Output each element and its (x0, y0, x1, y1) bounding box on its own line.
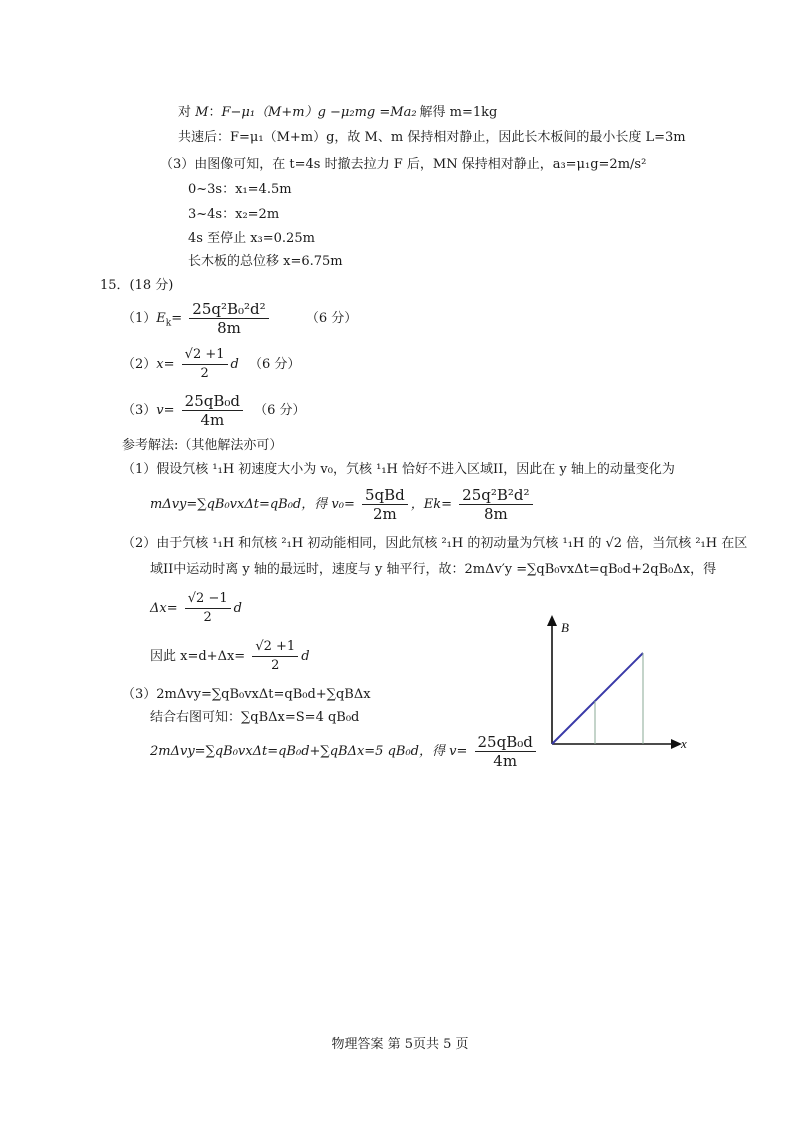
b-x-line (552, 653, 643, 744)
q15-header: 15．(18 分) (100, 278, 174, 293)
seg1-line: 0~3s：x₁=4.5m (188, 182, 292, 197)
seg3-line: 4s 至停止 x₃=0.25m (188, 231, 315, 246)
solution-2-dx: Δx= $\frac{√2 -1}{2}$ d (150, 591, 242, 625)
page-footer: 物理答案 第 5页共 5 页 (331, 1037, 469, 1052)
seg2-line: 3~4s：x₂=2m (188, 207, 280, 222)
part3-line: （3）由图像可知，在 t=4s 时撤去拉力 F 后，MN 保持相对静止，a₃=μ₁g=2m/s² (160, 157, 647, 172)
m-equation: 对 M：F−μ₁（M+m）g −μ₂mg =Ma₂ 解得 m=1kg (178, 105, 498, 120)
solution-3-line2: 结合右图可知：∑qBΔx=S=4 qB₀d (150, 710, 360, 725)
b-x-graph (535, 612, 705, 757)
answer-3: （3）v= $\frac{\text{25qB₀d}}{4m}$ （6 分） (122, 392, 306, 429)
y-axis-label: B (561, 620, 569, 635)
x-axis-label: x (681, 736, 687, 751)
solution-2-final: 因此 x=d+Δx= $\frac{√2 +1}{2}$ d (150, 639, 310, 673)
solution-2-line1: （2）由于氕核 ¹₁H 和氘核 ²₁H 初动能相同，因此氘核 ²₁H 的初动量为氕核 ¹₁H 的 √2 倍，当氘核 ²₁H 在区 (122, 536, 748, 551)
reference-title: 参考解法:（其他解法亦可） (122, 438, 283, 453)
solution-3-line3: 2mΔvy=∑qB₀vxΔt=qB₀d+∑qBΔx=5 qB₀d，得 v= $\frac{\text{25qB₀d}}{4m}$ (150, 733, 539, 770)
answer-2: （2）x= $\frac{√2 +1}{2}$ d （6 分） (122, 347, 301, 381)
answer-1: $(1)E_k=$ $\frac{\text{25q²B₀²d²}}{8m}$ （6 分） (122, 300, 358, 337)
solution-1-eq: mΔvy=∑qB₀vxΔt=qB₀d，得 v₀= $\frac{\text{5qBd}}{2m}$ ，Ek= $\frac{\text{25q²B²d²}}{8m}$ (150, 486, 536, 523)
total-line: 长木板的总位移 x=6.75m (188, 254, 343, 269)
solution-1-text: （1）假设氕核 ¹₁H 初速度大小为 v₀，氕核 ¹₁H 恰好不进入区域II，因此在 y 轴上的动量变化为 (122, 462, 675, 477)
solution-3-line1: （3）2mΔvy=∑qB₀vxΔt=qB₀d+∑qBΔx (122, 687, 371, 702)
co-speed-line: 共速后：F=μ₁（M+m）g，故 M、m 保持相对静止，因此长木板间的最小长度 L=3m (178, 130, 686, 145)
y-axis-arrow (547, 615, 557, 626)
solution-2-line2: 域II中运动时离 y 轴的最远时，速度与 y 轴平行，故：2mΔv′y =∑qB₀vxΔt=qB₀d+2qB₀Δx，得 (150, 562, 717, 577)
